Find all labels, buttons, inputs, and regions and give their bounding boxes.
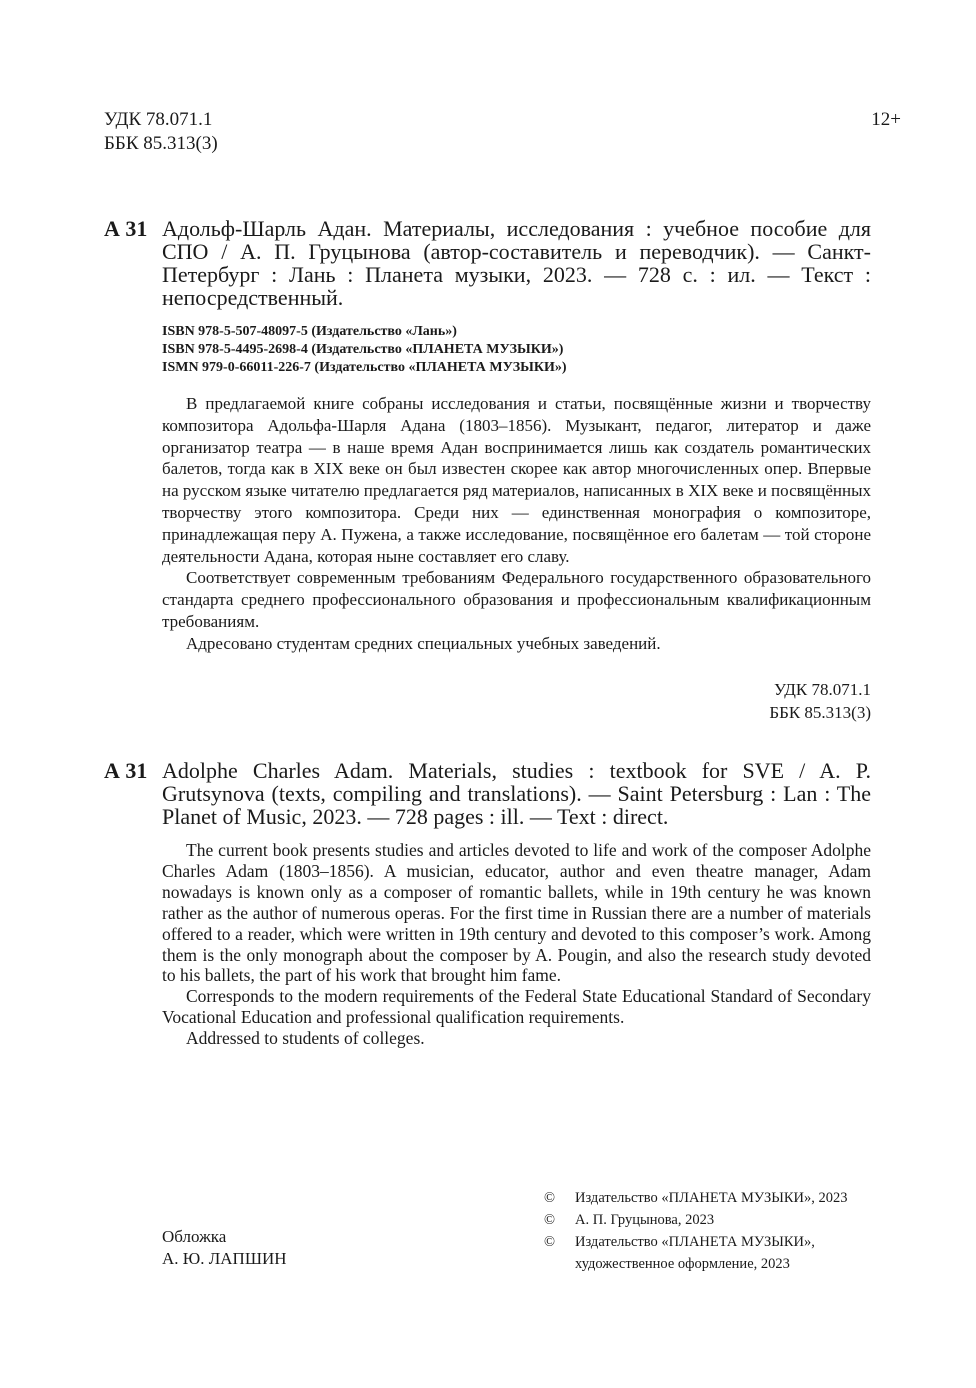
ru-classification-codes bbox=[769, 678, 871, 724]
copyright-icon: © bbox=[544, 1212, 556, 1228]
copyright-line bbox=[544, 1231, 874, 1275]
header-codes bbox=[104, 108, 218, 156]
copyright-text: А. П. Груцынова, 2023 bbox=[575, 1212, 715, 1228]
isbn-planeta: ISBN 978-5-4495-2698-4 (Издательство «ПЛАНЕТА МУЗЫКИ») bbox=[162, 342, 564, 357]
copyright-icon: © bbox=[544, 1234, 556, 1250]
copyright-icon: © bbox=[544, 1190, 556, 1206]
ru-abstract-paragraph: Соответствует современным требованиям Федерального государственного образовательного стандарта среднего профессионального образования и профессиональным квалификационным требованиям. bbox=[162, 568, 871, 631]
ru-author-mark: А 31 bbox=[104, 216, 148, 241]
ru-abstract-paragraph: Адресовано студентам средних специальных учебных заведений. bbox=[186, 633, 661, 653]
copyright-text: Издательство «ПЛАНЕТА МУЗЫКИ», 2023 bbox=[575, 1190, 848, 1206]
copyright-line bbox=[544, 1187, 874, 1209]
isbn-lan: ISBN 978-5-507-48097-5 (Издательство «Лань») bbox=[162, 324, 457, 339]
ismn-planeta: ISMN 979-0-66011-226-7 (Издательство «ПЛАНЕТА МУЗЫКИ») bbox=[162, 360, 567, 375]
en-abstract bbox=[162, 840, 871, 1049]
ru-udk: УДК 78.071.1 bbox=[773, 680, 871, 699]
cover-designer: А. Ю. ЛАПШИН bbox=[162, 1249, 287, 1268]
ru-bbk: ББК 85.313(3) bbox=[769, 703, 871, 722]
ru-abstract bbox=[162, 393, 871, 655]
cover-label: Обложка bbox=[162, 1227, 227, 1246]
ru-entry-text: Адольф-Шарль Адан. Материалы, исследования : учебное пособие для СПО / А. П. Груцынова (автор-составитель и переводчик). — Санкт-Петербург : Лань : Планета музыки, 2023. — 728 с. : ил. — Текст : непосредственный. bbox=[162, 216, 871, 310]
en-abstract-paragraph: The current book presents studies and articles devoted to life and work of the composer Adolphe Charles Adam (1803–1856). A musician, educator, author and even theatre manager, Adam nowadays is known only as a composer of romantic ballets, while in 19th century he was known rather as the author of numerous operas. For the first time in Russian there are a number of materials offered to a reader, which were written in 19th century and devoted to this composer’s work. Among them is the only monograph about the composer by A. Pougin, and also the research study devoted to his ballets, the part of his work that brought him fame. bbox=[162, 840, 871, 986]
copyright-line bbox=[544, 1209, 874, 1231]
identifier-list bbox=[162, 323, 567, 377]
cover-credit bbox=[162, 1226, 287, 1270]
ru-bibliographic-entry bbox=[104, 217, 871, 309]
en-bibliographic-entry bbox=[104, 759, 871, 828]
en-abstract-paragraph: Corresponds to the modern requirements of the Federal State Educational Standard of Secondary Vocational Education and professional qualification requirements. bbox=[162, 986, 871, 1028]
en-abstract-paragraph: Addressed to students of colleges. bbox=[186, 1028, 425, 1049]
ru-abstract-paragraph: В предлагаемой книге собраны исследования и статьи, посвящённые жизни и творчеству композитора Адольфа-Шарля Адана (1803–1856). Музыкант, педагог, литератор и даже организатор театра — в наше время Адан воспринимается лишь как создатель романтических балетов, тогда как в XIX веке он был известен скорее как автор многочисленных опер. Впервые на русском языке читателю предлагается ряд материалов, написанных в XIX веке и посвящённых творчеству этого композитора. Среди них — единственная монография о композиторе, принадлежащая перу А. Пужена, а также исследование, посвящённое его балетам — той стороне деятельности Адана, которая ныне составляет его славу. bbox=[162, 394, 871, 566]
age-rating: 12+ bbox=[871, 109, 901, 130]
copyright-text: Издательство «ПЛАНЕТА МУЗЫКИ», художественное оформление, 2023 bbox=[575, 1234, 815, 1272]
header-udk: УДК 78.071.1 bbox=[104, 109, 213, 130]
header-bbk: ББК 85.313(3) bbox=[104, 133, 218, 154]
en-entry-text: Adolphe Charles Adam. Materials, studies : textbook for SVE / A. P. Grutsynova (texts, compiling and translations). — Saint Petersburg : Lan : The Planet of Music, 2023. — 728 pages : ill. — Text : direct. bbox=[162, 758, 871, 829]
copyright-block bbox=[544, 1187, 874, 1275]
en-author-mark: А 31 bbox=[104, 758, 148, 783]
